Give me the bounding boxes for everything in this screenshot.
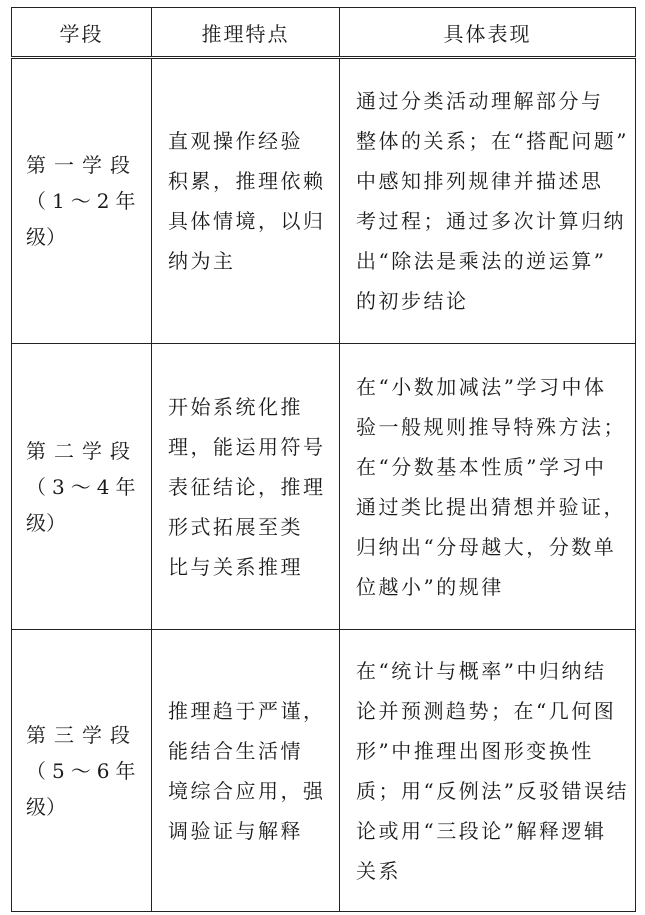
detail-line: 验一般规则推导特殊方法； <box>356 414 626 439</box>
detail-line: 中感知排列规律并描述思 <box>356 169 604 193</box>
trait-line: 能结合生活情 <box>168 738 303 763</box>
detail-line: 归纳出“分母越大，分数单 <box>356 534 617 559</box>
detail-line: 在“小数加减法”学习中体 <box>356 374 607 399</box>
trait-line: 积累，推理依赖 <box>168 169 326 193</box>
trait-line: 纳为主 <box>168 249 236 273</box>
detail-line: 位越小”的规律 <box>356 574 504 599</box>
trait-line: 推理趋于严谨， <box>168 698 326 723</box>
table-row <box>12 630 636 912</box>
detail-line: 考过程；通过多次计算归纳 <box>356 209 626 233</box>
trait-line: 表征结论，推理 <box>168 474 326 499</box>
detail-line: 通过类比提出猜想并验证， <box>356 494 626 519</box>
stage-cell <box>12 344 152 630</box>
trait-cell <box>152 58 340 344</box>
stage-grade-open: （5～6年 <box>26 758 142 783</box>
table-row <box>12 344 636 630</box>
detail-line: 关系 <box>356 858 401 883</box>
detail-line: 的初步结论 <box>356 289 469 313</box>
trait-cell <box>152 630 340 912</box>
header-detail: 具体表现 <box>340 8 636 58</box>
stage-grade-open: （3～4年 <box>26 474 142 499</box>
table-row <box>12 58 636 344</box>
detail-line: 出“除法是乘法的逆运算” <box>356 249 607 273</box>
header-stage: 学段 <box>12 8 152 58</box>
trait-cell <box>152 344 340 630</box>
detail-line: 在“统计与概率”中归纳结 <box>356 658 607 683</box>
detail-line: 质；用“反例法”反驳错误结 <box>356 778 629 803</box>
stage-title: 第二学段 <box>26 438 138 463</box>
detail-cell <box>340 630 636 912</box>
stage-title: 第三学段 <box>26 722 138 747</box>
detail-line: 整体的关系；在“搭配问题” <box>356 129 629 153</box>
trait-line: 调验证与解释 <box>168 818 303 843</box>
stage-reasoning-table <box>11 7 636 912</box>
detail-line: 通过分类活动理解部分与 <box>356 89 604 113</box>
stage-grade-close: 级） <box>26 794 66 819</box>
detail-line: 形”中推理出图形变换性 <box>356 738 594 763</box>
detail-cell <box>340 58 636 344</box>
trait-line: 比与关系推理 <box>168 554 303 579</box>
stage-grade-open: （1～2年 <box>26 189 142 213</box>
stage-grade-close: 级） <box>26 510 66 535</box>
trait-line: 直观操作经验 <box>168 129 303 153</box>
stage-cell <box>12 630 152 912</box>
table-header-row <box>12 8 636 58</box>
detail-line: 在“分数基本性质”学习中 <box>356 454 607 479</box>
detail-line: 论并预测趋势；在“几何图 <box>356 698 617 723</box>
stage-title: 第一学段 <box>26 153 138 177</box>
trait-line: 理，能运用符号 <box>168 434 326 459</box>
stage-cell <box>12 58 152 344</box>
trait-line: 具体情境，以归 <box>168 209 326 233</box>
detail-line: 论或用“三段论”解释逻辑 <box>356 818 607 843</box>
header-trait: 推理特点 <box>152 8 340 58</box>
trait-line: 开始系统化推 <box>168 394 303 419</box>
trait-line: 境综合应用，强 <box>168 778 326 803</box>
trait-line: 形式拓展至类 <box>168 514 303 539</box>
detail-cell <box>340 344 636 630</box>
stage-grade-close: 级） <box>26 225 66 249</box>
